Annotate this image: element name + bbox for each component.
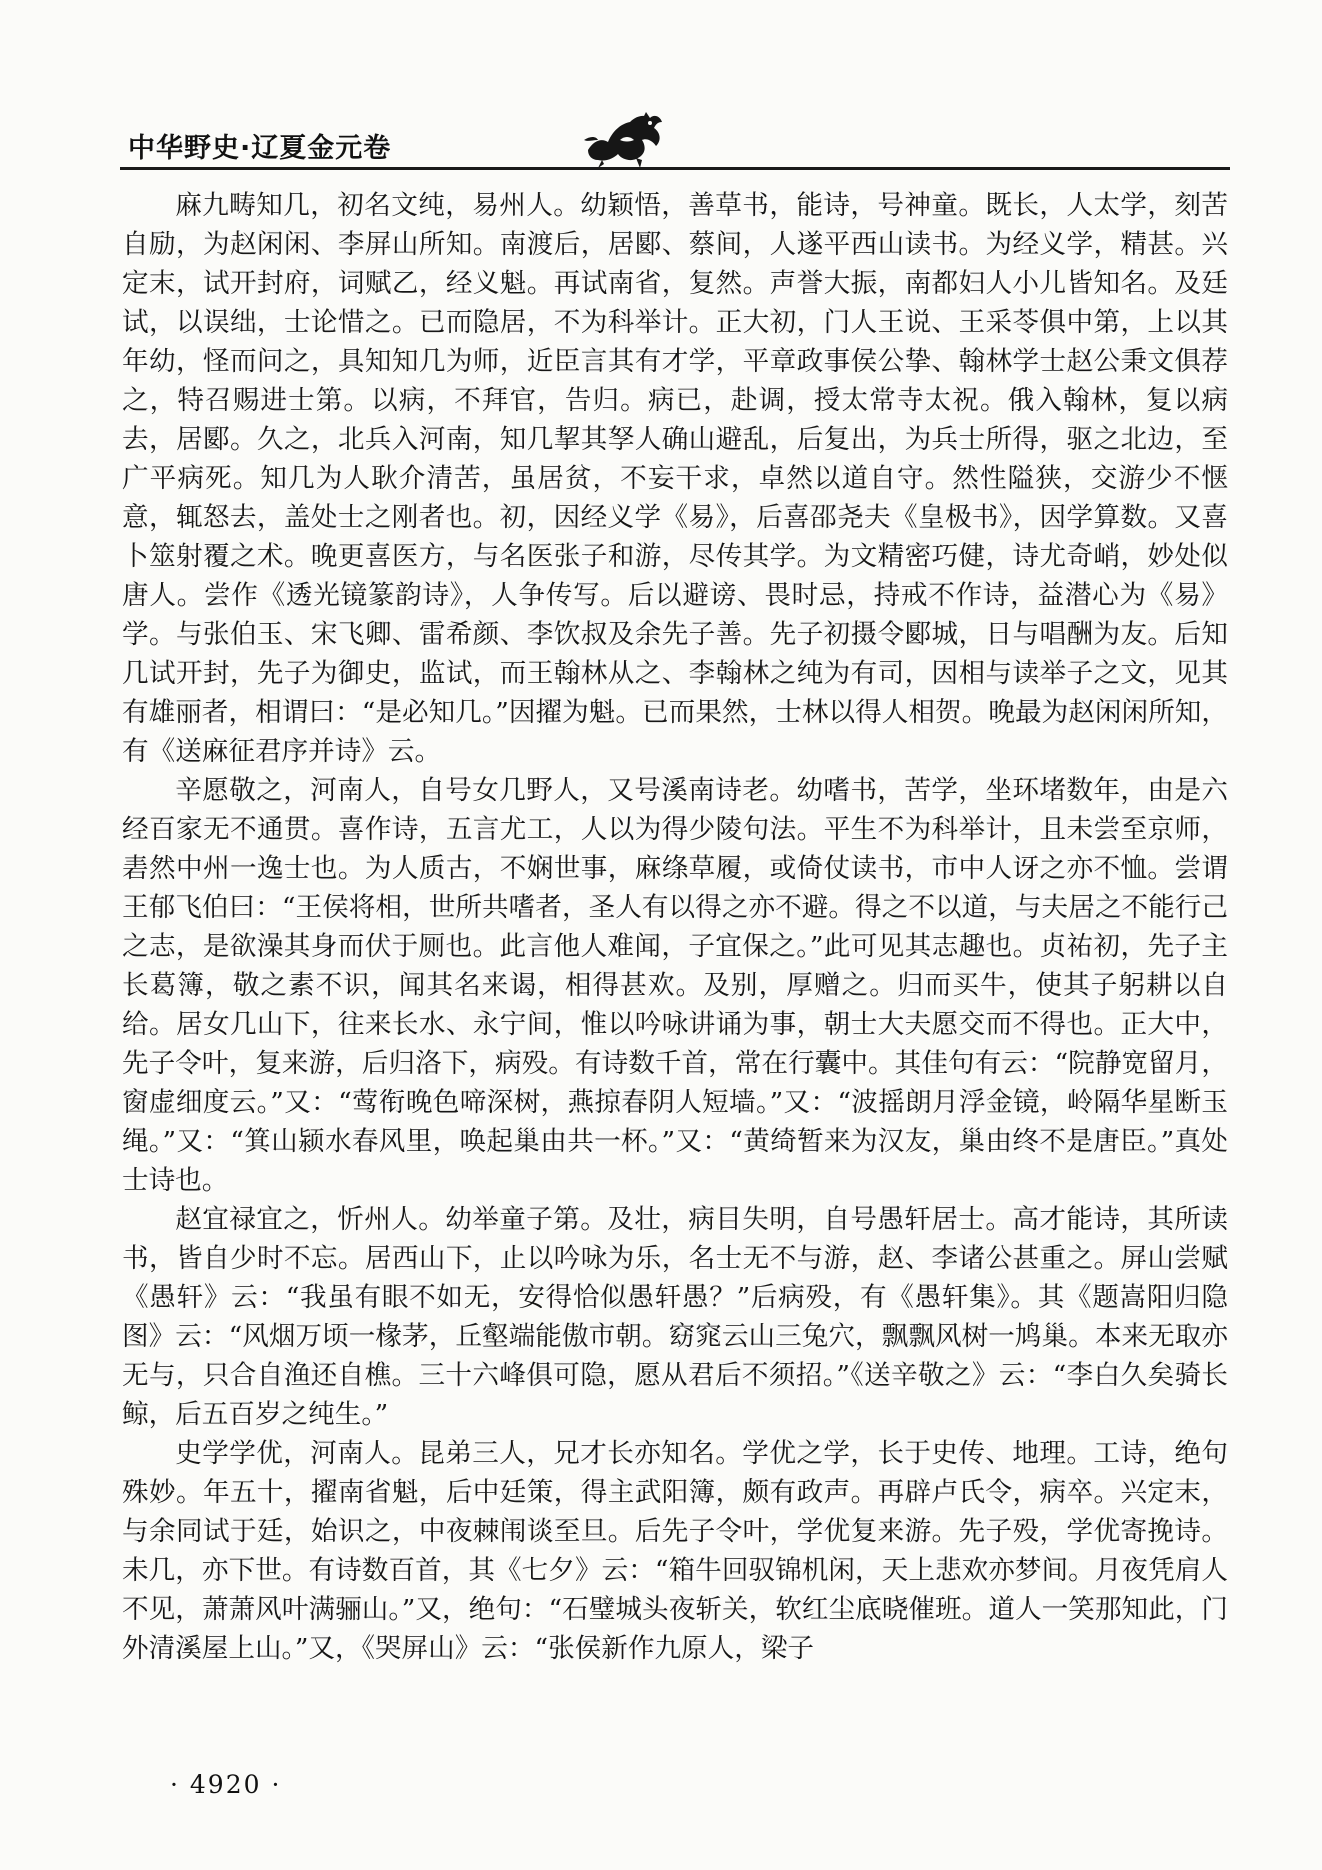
page-number: · 4920 · — [170, 1770, 282, 1799]
main-text — [122, 186, 1228, 1668]
paragraph-ma-jiuchou: 麻九畴知几，初名文纯，易州人。幼颖悟，善草书，能诗，号神童。既长，人太学，刻苦自励，为赵闲闲、李屏山所知。南渡后，居郾、蔡间，人遂平西山读书。为经义学，精甚。兴定末，试开封府，词赋乙，经义魁。再试南省，复然。声誉大振，南都妇人小儿皆知名。及廷试，以误绌，士论惜之。已而隐居，不为科举计。正大初，门人王说、王采苓俱中第，上以其年幼，怪而问之，具知知几为师，近臣言其有才学，平章政事侯公挚、翰林学士赵公秉文俱荐之，特召赐进士第。以病，不拜官，告归。病已，赴调，授太常寺太祝。俄入翰林，复以病去，居郾。久之，北兵入河南，知几挈其孥人确山避乱，后复出，为兵士所得，驱之北边，至广平病死。知几为人耿介清苦，虽居贫，不妄干求，卓然以道自守。然性隘狭，交游少不惬意，辄怒去，盖处士之刚者也。初，因经义学《易》，后喜邵尧夫《皇极书》，因学算数。又喜卜筮射覆之术。晚更喜医方，与名医张子和游，尽传其学。为文精密巧健，诗尤奇峭，妙处似唐人。尝作《透光镜篆韵诗》，人争传写。后以避谤、畏时忌，持戒不作诗，益潜心为《易》学。与张伯玉、宋飞卿、雷希颜、李饮叔及余先子善。先子初摄令郾城，日与唱酬为友。后知几试开封，先子为御史，监试，而王翰林从之、李翰林之纯为有司，因相与读举子之文，见其有雄丽者，相谓曰：“是必知几。”因擢为魁。已而果然，士林以得人相贺。晚最为赵闲闲所知，有《送麻征君序并诗》云。 — [122, 190, 1228, 767]
paragraph-shi-xueyou: 史学学优，河南人。昆弟三人，兄才长亦知名。学优之学，长于史传、地理。工诗，绝句殊妙。年五十，擢南省魁，后中廷策，得主武阳簿，颇有政声。再辟卢氏令，病卒。兴定末，与余同试于廷，始识之，中夜棘闱谈至旦。后先子令叶，学优复来游。先子殁，学优寄挽诗。未几，亦下世。有诗数百首，其《七夕》云：“箱牛回驭锦机闲，天上悲欢亦梦间。月夜凭肩人不见，萧萧风叶满骊山。”又，绝句：“石璧城头夜斩关，软红尘底晓催班。道人一笑那知此，门外清溪屋上山。”又，《哭屏山》云：“张侯新作九原人，梁子 — [122, 1438, 1228, 1664]
dragon-icon — [580, 110, 666, 168]
header-rule — [120, 167, 1230, 170]
paragraph-xin-yuan: 辛愿敬之，河南人，自号女几野人，又号溪南诗老。幼嗜书，苦学，坐环堵数年，由是六经百家无不通贯。喜作诗，五言尤工，人以为得少陵句法。平生不为科举计，且未尝至京师，砉然中州一逸士也。为人质古，不娴世事，麻绦草履，或倚仗读书，市中人讶之亦不恤。尝谓王郁飞伯曰：“王侯将相，世所共嗜者，圣人有以得之亦不避。得之不以道，与夫居之不能行己之志，是欲澡其身而伏于厕也。此言他人难闻，子宜保之。”此可见其志趣也。贞祐初，先子主长葛簿，敬之素不识，闻其名来谒，相得甚欢。及别，厚赠之。归而买牛，使其子躬耕以自给。居女几山下，往来长水、永宁间，惟以吟咏讲诵为事，朝士大夫愿交而不得也。正大中，先子令叶，复来游，后归洛下，病殁。有诗数千首，常在行囊中。其佳句有云：“院静宽留月，窗虚细度云。”又：“莺衔晚色啼深树，燕掠春阴人短墙。”又：“波摇朗月浮金镜，岭隔华星断玉绳。”又：“箕山颍水春风里，唤起巢由共一杯。”又：“黄绮暂来为汉友，巢由终不是唐臣。”真处士诗也。 — [122, 775, 1228, 1196]
book-title: 中华野史·辽夏金元卷 — [128, 133, 392, 164]
running-header — [120, 112, 1230, 172]
paragraph-zhao-yilu: 赵宜禄宜之，忻州人。幼举童子第。及壮，病目失明，自号愚轩居士。高才能诗，其所读书，皆自少时不忘。居西山下，止以吟咏为乐，名士无不与游，赵、李诸公甚重之。屏山尝赋《愚轩》云：“我虽有眼不如无，安得恰似愚轩愚？”后病殁，有《愚轩集》。其《题嵩阳归隐图》云：“风烟万顷一椽茅，丘壑端能傲市朝。窈窕云山三兔穴，飘飘风树一鸠巢。本来无取亦无与，只合自渔还自樵。三十六峰俱可隐，愿从君后不须招。”《送辛敬之》云：“李白久矣骑长鲸，后五百岁之纯生。” — [122, 1204, 1228, 1430]
